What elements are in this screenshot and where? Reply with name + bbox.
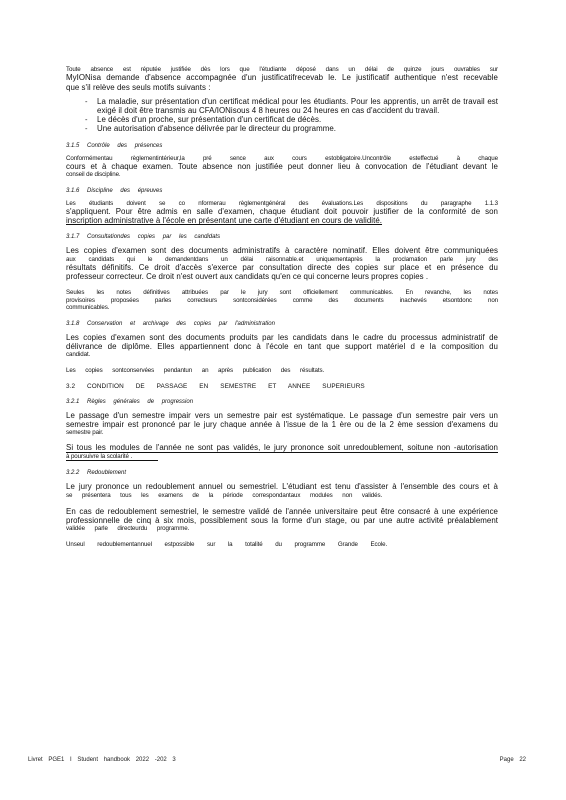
redoublement-p3-line-1: Unseul redoublementannuel estpossible sur la totalité du programme Grande Ecole.	[66, 540, 388, 548]
archive-line-3: candidat.	[66, 351, 91, 359]
copies-p2-line-3: communicables.	[66, 304, 110, 312]
copies-p2-line-1: Seules les notes définitives attribuées par le jury sont officiellement communicables. En revanche, les notes	[66, 289, 498, 297]
archive-line-1: Les copies d'examen sont des documents produits par les candidats dans le cadre du processus administratif de	[66, 332, 498, 342]
copies-p2-line-2: provisoires proposées parles correcteurs sontconsidérées comme des documents inachevés etsontdonc non	[66, 296, 498, 304]
copies-p1-line-3: résultats définitifs. Ce droit d'accès s'exerce par consultation directe des copies sur place et en présence du	[66, 263, 498, 273]
archive-line-4: Les copies sontconservées pendantun an après publication des résultats.	[66, 366, 325, 374]
archive-line-2: délivrance de diplôme. Elles appartiennent donc à l'école en tant que support matériel d e la composition du	[66, 341, 498, 351]
progression-p1-line-2: semestre impair est prononcé par le jury chaque année à l'issue de la 1 ère ou de la 2 ème session d'examens du	[66, 420, 498, 430]
progression-p1-line-1: Le passage d'un semestre impair vers un semestre pair est systématique. Le passage d'un semestre pair vers un	[66, 410, 498, 420]
section-heading-3-1-8: 3.1.8 Conservation et archivage des copies par l'administration	[66, 320, 275, 327]
presence-line-2: cours et à chaque examen. Toute absence non justifiée peut donner lieu à convocation de l'étudiant devant le	[66, 162, 498, 172]
redoublement-p2-line-3: validée parle directeurdu programme.	[66, 525, 190, 533]
presence-line-1: Conformémentau règlementintérieur,la pré sence aux cours estobligatoire.Uncontrôle esteffectué à chaque	[66, 154, 498, 162]
absence-line-3: que s'il relève des seuls motifs suivants :	[66, 82, 211, 92]
section-heading-3-1-7: 3.1.7 Consultationdes copies par les candidats	[66, 234, 221, 241]
section-heading-3-1-6: 3.1.6 Discipline des épreuves	[66, 187, 163, 194]
footer-handbook-title: Livret PGE1 I Student handbook 2022 -202 3	[28, 757, 176, 763]
redoublement-p2-line-1: En cas de redoublement semestriel, le semestre validé de l'année universitaire peut être consacré à une expérience	[66, 506, 498, 516]
absence-line-1: Toute absence est réputée justifiée dès lors que l'étudiante déposé dans un délai de quinze jours ouvrables sur	[66, 66, 498, 73]
copies-p1-line-2: aux candidats qui le demandentdans un délai raisonnable.et uniquementaprès la proclamation parle jury des	[66, 255, 498, 263]
section-heading-3-1-5: 3.1.5 Contrôle des présences	[66, 142, 163, 149]
list-item: - Le décès d'un proche, sur présentation d'un certificat de décès.	[85, 115, 322, 125]
copies-p1-line-1: Les copies d'examen sont des documents administratifs à caractère nominatif. Elles doivent être communiquées	[66, 246, 498, 256]
redoublement-p1-line-2: se présentera tous les examens de la période correspondantaux modules non validés.	[66, 491, 383, 499]
progression-p1-line-3: semestre pair.	[66, 429, 104, 437]
absence-motives-list	[66, 97, 498, 134]
section-heading-3-2-1: 3.2.1 Règles générales de progression	[66, 398, 194, 405]
presence-line-3: conseil de discipline.	[66, 171, 121, 179]
progression-p2-line-2: à poursuivre la scolarité .	[66, 453, 158, 461]
redoublement-p2-line-2: professionnelle de cinq à six mois, possiblement sous la forme d'un stage, ou par une autre activité préalablement	[66, 516, 498, 526]
redoublement-p1-line-1: Le jury prononce un redoublement annuel ou semestriel. L'étudiant est tenu d'assister à l'ensemble des cours et à	[66, 482, 498, 492]
section-heading-3-2-2: 3.2.2 Redoublement	[66, 470, 127, 477]
section-heading-3-2: 3.2 CONDITION DE PASSAGE EN SEMESTRE ET ANNEE SUPERIEURS	[66, 382, 365, 390]
progression-p2-line-1: Si tous les modules de l'année ne sont pas validés, le jury prononce soit unredoublement, soitune non -autorisation	[66, 442, 498, 452]
discipline-line-1: Les étudiants doivent se co nformerau règlementgénéral des évaluations.Les dispositions du paragraphe 1.1.3	[66, 199, 498, 207]
page-body	[66, 66, 498, 548]
list-item: - Une autorisation d'absence délivrée par le directeur du programme.	[85, 124, 337, 134]
page-number: Page 22	[499, 757, 526, 763]
copies-p1-line-4: professeur correcteur. Ce droit n'est ouvert aux candidats qu'en ce qui concerne leurs propres copies .	[66, 272, 429, 282]
discipline-line-3: inscription administrative à l'école en présentant une carte d'étudiant en cours de validité.	[66, 216, 383, 226]
absence-line-2: MyIONisa demande d'absence accompagnée d'un justificatifrecevab le. Le justificatif authentique n'est recevable	[66, 73, 498, 83]
discipline-line-2: s'appliquent. Pour être admis en salle d'examen, chaque étudiant doit pouvoir justifier de la conformité de son	[66, 207, 498, 217]
list-item: - La maladie, sur présentation d'un certificat médical pour les étudiants. Pour les apprentis, un arrêt de travail est exigé il doit être transmis au CFA/IONisous 4 8 heures ou 24 heures en cas d'accident du travail.	[85, 96, 498, 116]
